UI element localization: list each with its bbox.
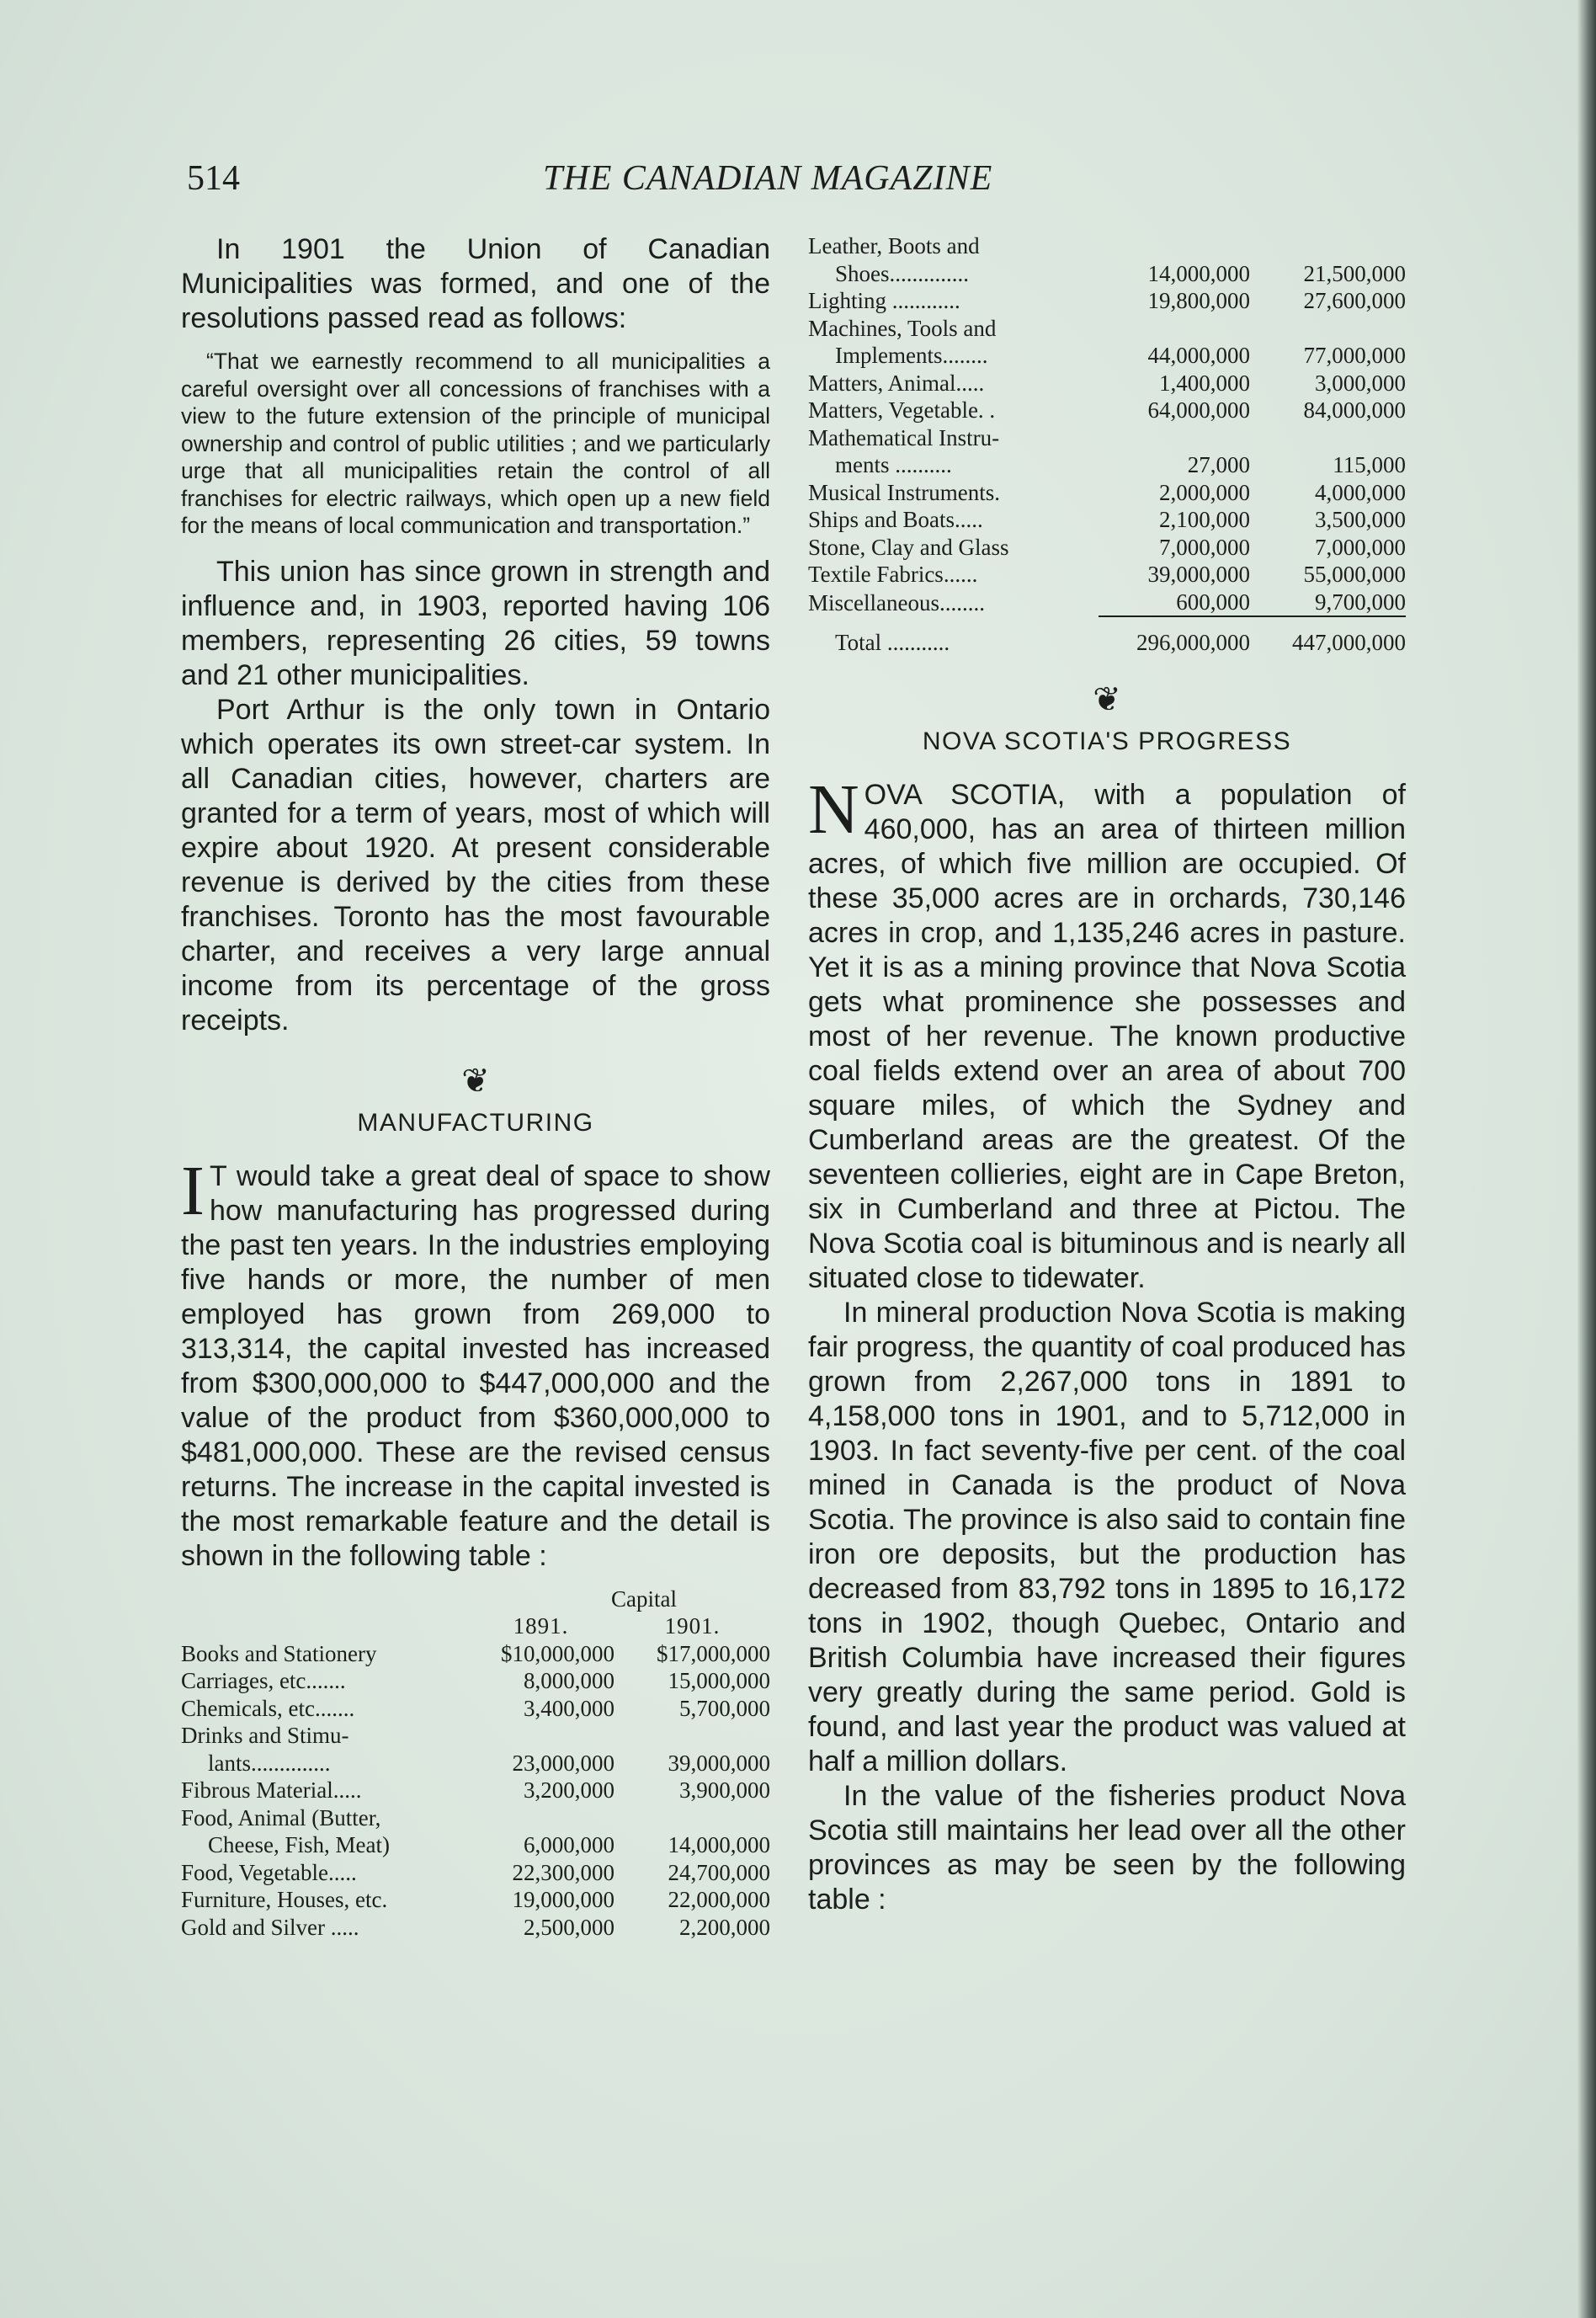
- row-label: Stone, Clay and Glass: [808, 534, 1009, 560]
- row-label: Lighting ............: [808, 288, 960, 313]
- page-number: 514: [187, 159, 240, 198]
- paragraph: In the value of the fisheries product Nova Scotia still maintains her lead over all the other provinces as may be seen by the following table :: [808, 1779, 1406, 1916]
- row-value-1891: 2,000,000: [1159, 479, 1250, 505]
- table-row: [181, 1640, 770, 1668]
- row-value-1901: 3,000,000: [1315, 370, 1406, 396]
- table-row: [181, 1914, 770, 1942]
- section-title-manufacturing: MANUFACTURING: [357, 1108, 594, 1137]
- table-row: [808, 260, 1406, 288]
- ornament-icon: ❦: [461, 1061, 490, 1100]
- left-column: [181, 232, 770, 1941]
- paragraph: [181, 1151, 770, 1574]
- paragraph: Port Arthur is the only town in Ontario which operates its own street-car system. In all Canadian cities, however, charters are granted for a term of years, most of which will expire about 1920. At present considerable revenue is derived by the cities from these franchises. Toronto has the most favourable charter, and receives a very large annual income from its percentage of the gross receipts.: [181, 693, 770, 1036]
- row-label: Ships and Boats.....: [808, 507, 983, 532]
- row-label: Leather, Boots and: [808, 233, 980, 258]
- row-value-1901: 24,700,000: [668, 1859, 770, 1885]
- running-title: THE CANADIAN MAGAZINE: [543, 159, 993, 198]
- table-row: [181, 1804, 770, 1832]
- table-row: [808, 506, 1406, 534]
- table-row: [808, 342, 1406, 370]
- row-value-1901: 14,000,000: [668, 1832, 770, 1857]
- ornament-icon: ❦: [1093, 679, 1121, 719]
- row-value-1891: 19,000,000: [512, 1887, 614, 1912]
- row-value-1891: 1,400,000: [1159, 370, 1250, 396]
- row-value-1901: 115,000: [1333, 452, 1406, 477]
- row-label: lants..............: [208, 1750, 331, 1776]
- paragraph: In 1901 the Union of Canadian Municipalities was formed, and one of the resolutions passed read as follows:: [181, 233, 770, 334]
- table-row: [808, 451, 1406, 479]
- row-value-1901: 3,900,000: [679, 1777, 770, 1803]
- row-value-1901: 9,700,000: [1315, 589, 1406, 615]
- table-row: [808, 315, 1406, 343]
- row-value-1891: 19,800,000: [1147, 288, 1250, 313]
- row-value-1891: 296,000,000: [1136, 630, 1250, 655]
- table-row: [808, 479, 1406, 507]
- paragraph: In mineral production Nova Scotia is making fair progress, the quantity of coal produced has grown from 2,267,000 tons in 1891 to 4,158,000 tons in 1901, and to 5,712,000 in 1903. In fact seventy-five per cent. of the coal mined in Canada is the product of Nova Scotia. The province is also said to contain fine iron ore deposits, but the production has decreased from 83,792 tons in 1895 to 16,172 tons in 1902, though Quebec, Ontario and British Columbia have increased their figures very greatly during the same period. Gold is found, and last year the product was valued at half a million dollars.: [808, 1296, 1406, 1777]
- table-row: [181, 1859, 770, 1887]
- row-value-1891: 64,000,000: [1147, 397, 1250, 423]
- table-row: [808, 287, 1406, 315]
- row-label: Miscellaneous........: [808, 589, 985, 615]
- section-title-nova-scotia: NOVA SCOTIA'S PROGRESS: [922, 727, 1292, 755]
- row-value-1901: [614, 1722, 770, 1750]
- row-label: Matters, Vegetable. .: [808, 397, 996, 423]
- row-value-1891: 23,000,000: [512, 1750, 614, 1776]
- row-value-1891: [1099, 315, 1250, 343]
- row-value-1891: 2,100,000: [1159, 507, 1250, 532]
- row-value-1901: 447,000,000: [1292, 630, 1406, 655]
- row-value-1891: [1099, 232, 1250, 260]
- table-row: [181, 1831, 770, 1859]
- row-value-1901: [614, 1804, 770, 1832]
- row-value-1891: 6,000,000: [524, 1832, 614, 1857]
- row-label: Total ...........: [835, 630, 950, 655]
- table-row: [181, 1777, 770, 1804]
- table-row: [181, 1695, 770, 1723]
- row-value-1891: [467, 1722, 614, 1750]
- row-value-1891: 8,000,000: [524, 1668, 614, 1693]
- table-row: [181, 1886, 770, 1914]
- row-value-1901: 55,000,000: [1303, 562, 1406, 587]
- paragraph: [808, 770, 1406, 1296]
- row-label: Chemicals, etc.......: [181, 1695, 355, 1721]
- row-label: Machines, Tools and: [808, 315, 997, 341]
- resolution-quote: “That we earnestly recommend to all municipalities a careful oversight over all concessions of franchises with a view to the future extension of the principle of municipal ownership and control of public utilities ; and we particularly urge that all municipalities retain the control of all franchises for electric railways, which open up a new field for the means of local communication and transportation.”: [181, 349, 770, 538]
- row-label: ments ..........: [835, 452, 952, 477]
- row-label: Books and Stationery: [181, 1640, 377, 1666]
- row-value-1901: [1250, 315, 1406, 343]
- row-value-1901: 77,000,000: [1303, 343, 1406, 368]
- row-value-1901: 7,000,000: [1315, 534, 1406, 560]
- row-value-1901: 21,500,000: [1303, 260, 1406, 286]
- row-label: Textile Fabrics......: [808, 562, 978, 587]
- row-value-1891: 2,500,000: [524, 1914, 614, 1940]
- row-value-1901: 2,200,000: [679, 1914, 770, 1940]
- row-label: Shoes..............: [835, 260, 970, 286]
- capital-table-left: [181, 1585, 770, 1942]
- row-value-1891: 3,400,000: [524, 1695, 614, 1721]
- page-header: [0, 158, 1596, 209]
- table-row: [808, 232, 1406, 260]
- paragraph-text: OVA SCOTIA, with a population of 460,000, has an area of thirteen million acres, of which five million are occupied. Of these 35,000 acres are in orchards, 730,146 acres in crop, and 1,135,246 acres in pasture. Yet it is as a mining province that Nova Scotia gets what prominence she possesses and most of her revenue. The known productive coal fields extend over an area of about 700 square miles, of which the Sydney and Cumberland areas are the greatest. Of the seventeen collieries, eight are in Cape Breton, six in Cumberland and three at Pictou. The Nova Scotia coal is bituminous and is nearly all situated close to tidewater.: [808, 778, 1406, 1294]
- row-value-1901: 15,000,000: [668, 1668, 770, 1693]
- year-header-1891: 1891.: [513, 1613, 569, 1639]
- paragraph-text: T would take a great deal of space to show how manufacturing has progressed during the past ten years. In the industries employing five hands or more, the number of men employed has grown from 269,000 to 313,314, the capital invested has increased from $300,000,000 to $447,000,000 and the value of the product from $360,000,000 to $481,000,000. These are the revised census returns. The increase in the capital invested is the most remarkable feature and the detail is shown in the following table :: [181, 1159, 770, 1572]
- table-row: [808, 424, 1406, 452]
- row-value-1901: 5,700,000: [679, 1695, 770, 1721]
- row-value-1891: 27,000: [1187, 452, 1250, 477]
- row-label: Mathematical Instru-: [808, 424, 1000, 450]
- row-value-1901: 3,500,000: [1315, 507, 1406, 532]
- row-value-1901: 22,000,000: [668, 1887, 770, 1912]
- table-row: [808, 589, 1406, 617]
- table-row: [808, 397, 1406, 424]
- year-header-1901: 1901.: [664, 1613, 721, 1639]
- table-row: [808, 370, 1406, 397]
- row-value-1901: 84,000,000: [1303, 397, 1406, 423]
- row-value-1891: 600,000: [1176, 589, 1250, 615]
- table-row-total: [808, 629, 1406, 657]
- row-value-1901: 39,000,000: [668, 1750, 770, 1776]
- table-caption: Capital: [611, 1585, 677, 1612]
- right-column: [808, 232, 1406, 1917]
- paragraph: This union has since grown in strength and influence and, in 1903, reported having 106 members, representing 26 cities, 59 towns and 21 other municipalities.: [181, 555, 770, 691]
- row-value-1891: 7,000,000: [1159, 534, 1250, 560]
- table-row: [181, 1722, 770, 1750]
- capital-table-right: [808, 232, 1406, 657]
- table-row: [181, 1750, 770, 1777]
- row-label: Furniture, Houses, etc.: [181, 1887, 388, 1912]
- row-value-1901: 27,600,000: [1303, 288, 1406, 313]
- row-value-1891: 22,300,000: [512, 1859, 614, 1885]
- total-rule: [808, 616, 1406, 629]
- row-value-1891: 39,000,000: [1147, 562, 1250, 587]
- row-value-1891: $10,000,000: [501, 1640, 614, 1666]
- row-label: Food, Vegetable.....: [181, 1859, 357, 1885]
- drop-cap: N: [808, 770, 859, 849]
- row-value-1891: 44,000,000: [1147, 343, 1250, 368]
- row-value-1891: [1099, 424, 1250, 452]
- row-label: Fibrous Material.....: [181, 1777, 362, 1803]
- drop-cap: I: [181, 1151, 205, 1230]
- row-value-1901: [1250, 232, 1406, 260]
- row-label: Food, Animal (Butter,: [181, 1804, 381, 1830]
- row-value-1891: [467, 1804, 614, 1832]
- row-label: Gold and Silver .....: [181, 1914, 359, 1940]
- row-label: Drinks and Stimu-: [181, 1723, 349, 1748]
- table-row: [808, 534, 1406, 562]
- row-label: Cheese, Fish, Meat): [208, 1832, 390, 1857]
- row-value-1901: [1250, 424, 1406, 452]
- row-label: Implements........: [835, 343, 988, 368]
- row-value-1901: $17,000,000: [657, 1640, 770, 1666]
- row-value-1901: 4,000,000: [1315, 479, 1406, 505]
- row-label: Matters, Animal.....: [808, 370, 985, 396]
- row-value-1891: 14,000,000: [1147, 260, 1250, 286]
- table-row: [181, 1667, 770, 1695]
- page-edge: [1577, 0, 1596, 2318]
- table-row: [808, 561, 1406, 589]
- row-value-1891: 3,200,000: [524, 1777, 614, 1803]
- row-label: Carriages, etc.......: [181, 1668, 346, 1693]
- row-label: Musical Instruments.: [808, 479, 1000, 505]
